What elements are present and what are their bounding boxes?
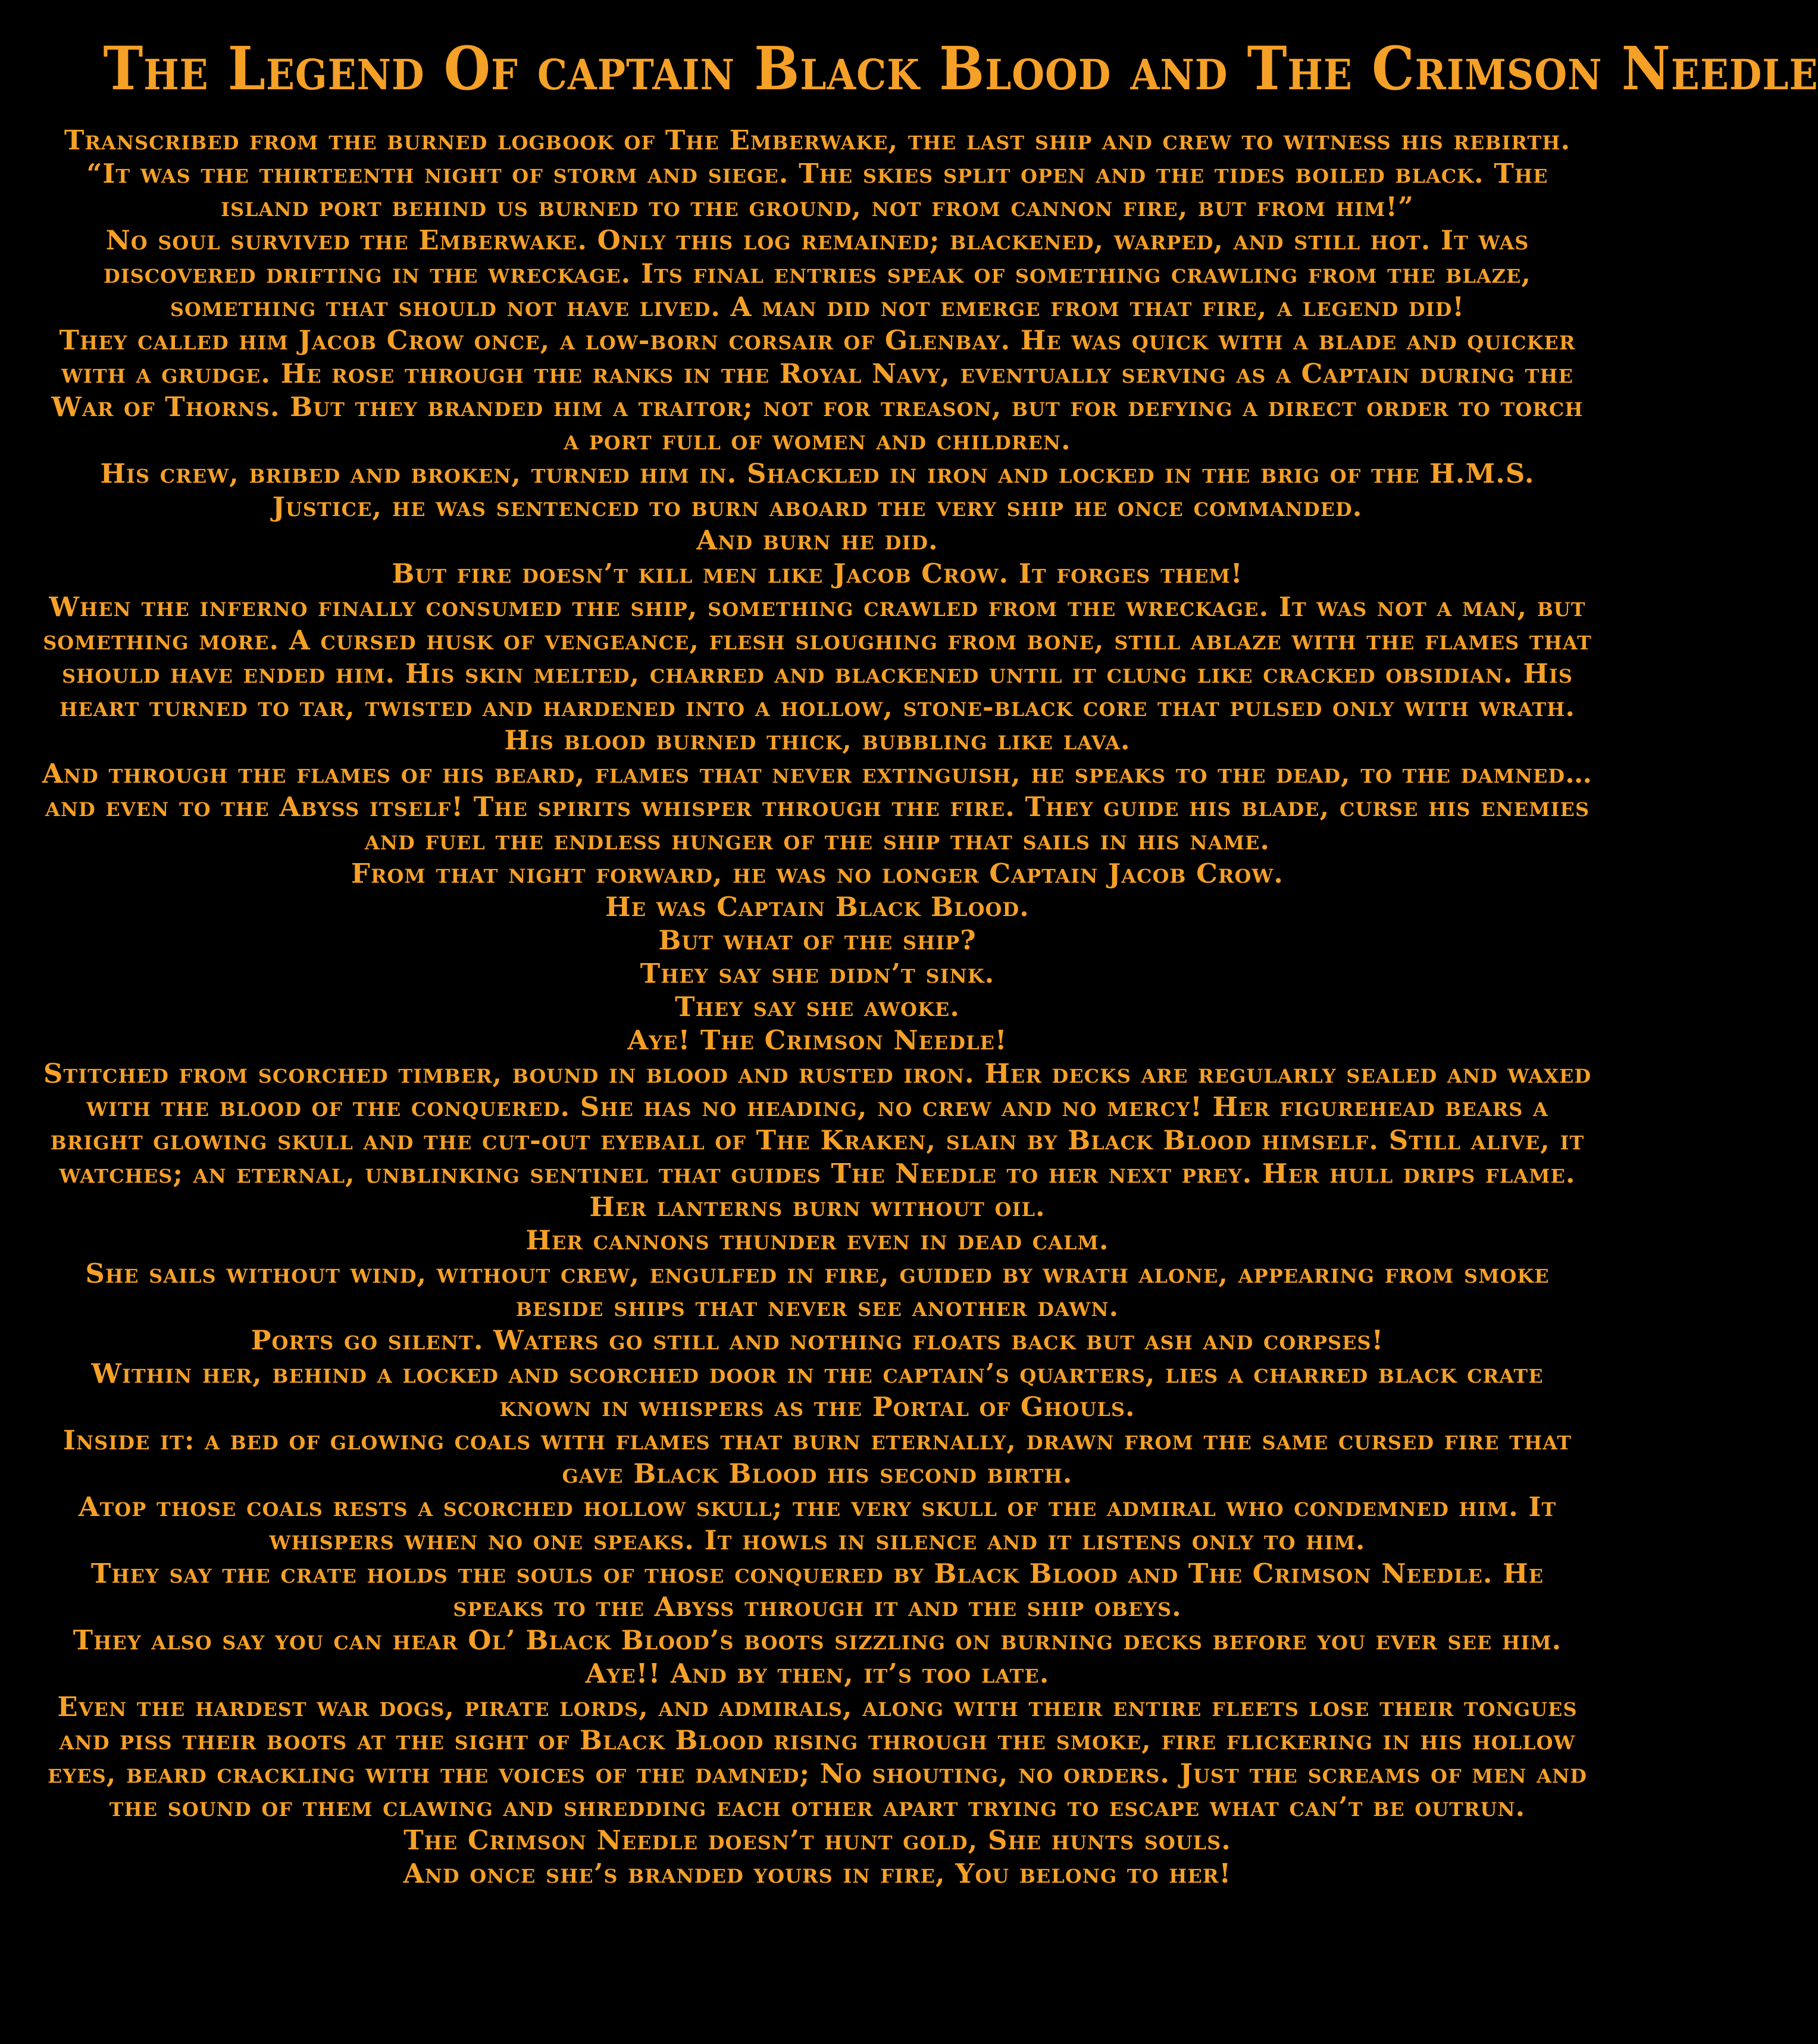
page-title: The Legend Of captain Black Blood and The Crimson Needle xyxy=(103,33,1818,104)
legend-text xyxy=(42,124,1593,1890)
paragraph: But what of the ship? xyxy=(658,924,977,956)
paragraph: They say the crate holds the souls of those conquered by Black Blood and The Crimson Needle. He speaks to the Abyss through it and the ship obeys. xyxy=(90,1558,1544,1623)
paragraph: And burn he did. xyxy=(696,524,938,556)
paragraph: Aye! The Crimson Needle! xyxy=(627,1024,1007,1056)
paragraph: Inside it: a bed of glowing coals with flames that burn eternally, drawn from the same cursed fire that gave Black Blood his second birth. xyxy=(62,1424,1572,1489)
paragraph: Transcribed from the burned logbook of The Emberwake, the last ship and crew to witness his rebirth. xyxy=(64,124,1571,156)
paragraph: Atop those coals rests a scorched hollow skull; the very skull of the admiral who condemned him. It whispers when no one speaks. It howls in silence and it listens only to him. xyxy=(78,1491,1557,1556)
paragraph: His crew, bribed and broken, turned him in. Shackled in iron and locked in the brig of the H.M.S. Justice, he was sentenced to burn aboard the very ship he once commanded. xyxy=(100,458,1535,523)
paragraph: From that night forward, he was no longer Captain Jacob Crow. xyxy=(351,858,1284,889)
paragraph: They called him Jacob Crow once, a low-born corsair of Glenbay. He was quick with a blade and quicker with a grudge. He rose through the ranks in the Royal Navy, eventually serving as a Captain during the War of Thorns. But they branded him a traitor; not for treason, but for defying a direct order to torch a port full of women and children. xyxy=(51,324,1584,456)
paragraph: They also say you can hear Ol’ Black Blood’s boots sizzling on burning decks before you ever see him. Aye!! And by then, it’s too late. xyxy=(73,1624,1562,1689)
paragraph: And once she’s branded yours in fire, You belong to her! xyxy=(403,1858,1232,1889)
paragraph: No soul survived the Emberwake. Only this log remained; blackened, warped, and still hot. It was discovered drifting in the wreckage. Its final entries speak of something crawling from the blaze, something that should not have lived. A man did not emerge from that fire, a legend did! xyxy=(103,224,1532,323)
paragraph: But fire doesn’t kill men like Jacob Crow. It forges them! xyxy=(392,558,1243,589)
paragraph: When the inferno finally consumed the ship, something crawled from the wreckage. It was not a man, but something more. A cursed husk of vengeance, flesh sloughing from bone, still ablaze with the flames that should have ended him. His skin melted, charred and blackened until it clung like cracked obsidian. His heart turned to tar, twisted and hardened into a hollow, stone-black core that pulsed only with wrath. His blood burned thick, bubbling like lava. xyxy=(43,591,1592,756)
paragraph: Her cannons thunder even in dead calm. xyxy=(525,1224,1109,1256)
paragraph: They say she awoke. xyxy=(675,991,960,1023)
paragraph: Within her, behind a locked and scorched door in the captain’s quarters, lies a charred black crate known in whispers as the Portal of Ghouls. xyxy=(91,1358,1544,1423)
paragraph: He was Captain Black Blood. xyxy=(605,891,1030,923)
paragraph: Her lanterns burn without oil. xyxy=(589,1191,1046,1223)
paragraph: “It was the thirteenth night of storm and siege. The skies split open and the tides boiled black. The island port behind us burned to the ground, not from cannon fire, but from him!” xyxy=(86,158,1548,223)
paragraph: They say she didn’t sink. xyxy=(640,958,995,989)
paragraph: Stitched from scorched timber, bound in blood and rusted iron. Her decks are regularly sealed and waxed with the blood of the conquered. She has no heading, no crew and no mercy! Her figurehead bears a bright glowing skull and the cut-out eyeball of The Kraken, slain by Black Blood himself. Still alive, it watches; an eternal, unblinking sentinel that guides The Needle to her next prey. Her hull drips flame. xyxy=(43,1058,1592,1189)
paragraph: And through the flames of his beard, flames that never extinguish, he speaks to the dead, to the damned… and even to the Abyss itself! The spirits whisper through the fire. They guide his blade, curse his enemies and fuel the endless hunger of the ship that sails in his name. xyxy=(42,758,1593,856)
paragraph: The Crimson Needle doesn’t hunt gold, She hunts souls. xyxy=(403,1824,1231,1856)
paragraph: Even the hardest war dogs, pirate lords, and admirals, along with their entire fleets lose their tongues and piss their boots at the sight of Black Blood rising through the smoke, fire flickering in his hollow eyes, beard crackling with the voices of the damned; No shouting, no orders. Just the screams of men and the sound of them clawing and shredding each other apart trying to escape what can’t be outrun. xyxy=(48,1691,1587,1823)
paragraph: Ports go silent. Waters go still and nothing floats back but ash and corpses! xyxy=(251,1324,1384,1356)
paragraph: She sails without wind, without crew, engulfed in fire, guided by wrath alone, appearing from smoke beside ships that never see another dawn. xyxy=(85,1258,1550,1323)
